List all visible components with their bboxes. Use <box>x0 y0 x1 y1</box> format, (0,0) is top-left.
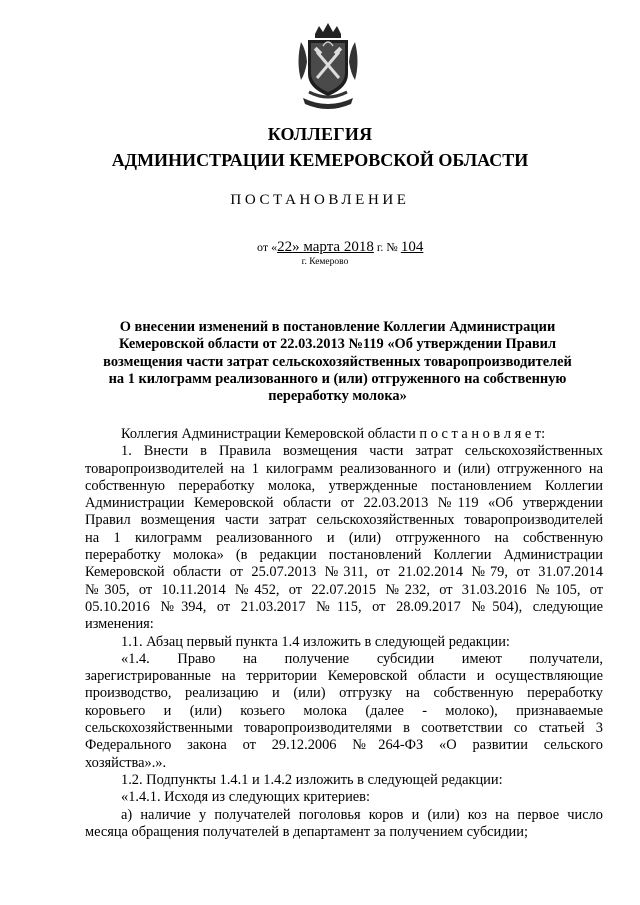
body-line: производство, реализацию и (или) отгрузку на собственную переработку <box>85 685 603 702</box>
body-line: 05.10.2016 №394, от 21.03.2017 №115, от 28.09.2017 №504), следующие <box>85 598 603 615</box>
body-line: №305, от 10.11.2014 №452, от 22.07.2015 №232, от 31.03.2016 №105, от <box>85 581 603 598</box>
body-line: зарегистрированные на территории Кемеровской области и осуществляющие <box>85 668 603 685</box>
date-line <box>257 239 423 256</box>
number-label: № <box>386 240 398 254</box>
date-year-suffix: г. <box>376 240 384 254</box>
document-number: 104 <box>400 239 424 255</box>
body-line: коровьего и (или) козьего молока (далее - молоко), признаваемые <box>85 702 603 719</box>
city-name: г. Кемерово <box>301 257 349 267</box>
body-line: Федерального закона от 29.12.2006 №264-ФЗ «О развитии сельского <box>85 737 603 754</box>
org-name-line2: АДМИНИСТРАЦИИ КЕМЕРОВСКОЙ ОБЛАСТИ <box>111 150 529 170</box>
body-line: изменения: <box>85 616 154 633</box>
date-month-year: » марта 2018 <box>292 239 374 255</box>
body-line: 1.1. Абзац первый пункта 1.4 изложить в следующей редакции: <box>121 633 510 650</box>
body-line: товаропроизводителей на 1 килограмм реализованного и (или) отгруженного на <box>85 460 603 477</box>
body-line: Кемеровской области от 25.07.2013 №311, от 21.02.2014 №79, от 31.07.2014 <box>85 564 603 581</box>
coat-of-arms-emblem <box>295 22 361 114</box>
document-type: ПОСТАНОВЛЕНИЕ <box>230 192 410 208</box>
body-line: собственную переработку молока, утвержденные постановлением Коллегии <box>85 477 603 494</box>
title-line: на 1 килограмм реализованного и (или) отгруженного на собственную <box>108 370 567 387</box>
body-line: Коллегия Администрации Кемеровской области п о с т а н о в л я е т: <box>121 426 546 442</box>
body-line: 1.2. Подпункты 1.4.1 и 1.4.2 изложить в следующей редакции: <box>121 771 503 788</box>
document-title <box>90 319 585 405</box>
title-line: возмещения части затрат сельскохозяйственных товаропроизводителей <box>103 353 572 370</box>
body-line: Правил возмещения части затрат сельскохозяйственных товаропроизводителей <box>85 512 603 529</box>
body-line: хозяйства».». <box>85 754 167 771</box>
title-line: переработку молока» <box>268 388 407 405</box>
document-body <box>85 426 603 841</box>
body-line: на 1 килограмм реализованного и (или) отгруженного на собственную <box>85 529 603 546</box>
body-line: 1. Внести в Правила возмещения части затрат сельскохозяйственных <box>121 443 603 460</box>
body-line: сельскохозяйственными товаропроизводителями в соответствии со статьей 3 <box>85 720 603 737</box>
body-line: переработку молока» (в редакции постановлений Коллегии Администрации <box>85 547 603 564</box>
body-line: а) наличие у получателей поголовья коров и (или) коз на первое число <box>121 806 603 823</box>
body-line: месяца обращения получателей в департамент за получением субсидии; <box>85 823 528 840</box>
title-line: О внесении изменений в постановление Коллегии Администрации <box>119 319 556 335</box>
date-prefix: от « <box>257 240 278 254</box>
date-day: 22 <box>277 239 293 255</box>
body-line: Администрации Кемеровской области от 22.03.2013 №119 «Об утверждении <box>85 495 603 512</box>
body-line: «1.4. Право на получение субсидии имеют получатели, <box>121 650 603 667</box>
body-line: «1.4.1. Исходя из следующих критериев: <box>121 789 370 806</box>
org-name-line1: КОЛЛЕГИЯ <box>267 124 373 144</box>
title-line: Кемеровской области от 22.03.2013 №119 «Об утверждении Правил <box>118 336 557 353</box>
